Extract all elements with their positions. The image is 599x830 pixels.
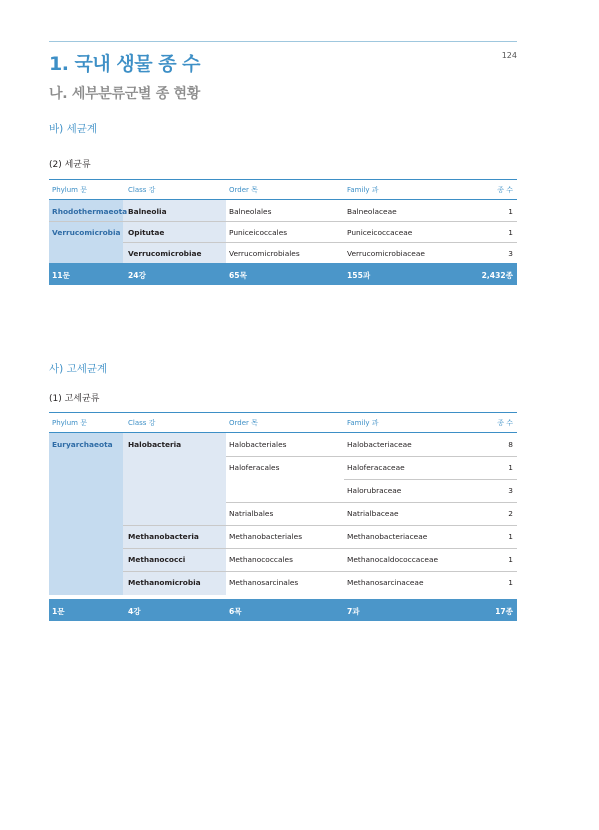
table-row bbox=[49, 571, 517, 594]
header-phylum: Phylum 문 bbox=[52, 186, 87, 194]
header-species: 종 수 bbox=[497, 186, 513, 194]
class-cell: Methanobacteria bbox=[128, 532, 199, 541]
bacteria-group-title: (2) 세균류 bbox=[49, 160, 91, 170]
table-row bbox=[49, 433, 517, 456]
total-order: 6목 bbox=[229, 607, 242, 616]
family-cell: Balneolaceae bbox=[347, 207, 397, 216]
class-cell: Verrucomicrobiae bbox=[128, 249, 202, 258]
bacteria-subtitle: 바) 세균계 bbox=[49, 123, 98, 135]
header-family: Family 과 bbox=[347, 186, 379, 194]
archaea-table bbox=[49, 412, 517, 616]
archaea-subtitle: 사) 고세균계 bbox=[49, 363, 108, 375]
page-number: 124 bbox=[501, 51, 517, 60]
archaea-group-title: (1) 고세균류 bbox=[49, 394, 100, 404]
total-row bbox=[49, 599, 517, 621]
family-cell: Verrucomicrobiaceae bbox=[347, 249, 425, 258]
total-family: 155과 bbox=[347, 271, 371, 280]
table-header bbox=[49, 179, 517, 200]
family-cell: Methanocaldococcaceae bbox=[347, 555, 439, 564]
top-rule bbox=[49, 41, 517, 42]
bacteria-table bbox=[49, 179, 517, 280]
header-phylum: Phylum 문 bbox=[52, 419, 87, 427]
table-row bbox=[49, 200, 517, 221]
class-cell: Balneolia bbox=[128, 207, 167, 216]
family-cell: Methanosarcinaceae bbox=[347, 578, 424, 587]
order-cell: Puniceicoccales bbox=[229, 228, 288, 237]
order-cell: Natrialbales bbox=[229, 509, 274, 518]
table-row bbox=[49, 548, 517, 571]
total-species: 17종 bbox=[495, 607, 513, 616]
phylum-cell: Verrucomicrobia bbox=[52, 228, 121, 237]
species-cell: 2 bbox=[508, 509, 513, 518]
species-cell: 1 bbox=[508, 532, 513, 541]
total-class: 4강 bbox=[128, 607, 141, 616]
class-cell: Methanococci bbox=[128, 555, 186, 564]
table-header bbox=[49, 412, 517, 433]
total-species: 2,432종 bbox=[481, 271, 513, 280]
order-cell: Methanobacteriales bbox=[229, 532, 303, 541]
species-cell: 1 bbox=[508, 228, 513, 237]
phylum-cell: Euryarchaeota bbox=[52, 440, 113, 449]
family-cell: Haloferacaceae bbox=[347, 463, 405, 472]
table-row bbox=[49, 502, 517, 525]
family-cell: Halobacteriaceae bbox=[347, 440, 412, 449]
chapter-title: 1. 국내 생물 종 수 bbox=[49, 53, 201, 75]
table-row bbox=[49, 242, 517, 263]
header-family: Family 과 bbox=[347, 419, 379, 427]
total-phylum: 1문 bbox=[52, 607, 65, 616]
total-class: 24강 bbox=[128, 271, 146, 280]
total-row bbox=[49, 263, 517, 285]
species-cell: 8 bbox=[508, 440, 513, 449]
species-cell: 1 bbox=[508, 463, 513, 472]
class-cell: Halobacteria bbox=[128, 440, 182, 449]
header-order: Order 목 bbox=[229, 419, 258, 427]
order-cell: Balneolales bbox=[229, 207, 272, 216]
table-row bbox=[49, 221, 517, 242]
order-cell: Haloferacales bbox=[229, 463, 280, 472]
table-row bbox=[49, 525, 517, 548]
species-cell: 3 bbox=[508, 486, 513, 495]
class-cell: Methanomicrobia bbox=[128, 578, 201, 587]
table-row bbox=[49, 479, 517, 502]
table-row bbox=[49, 456, 517, 479]
order-cell: Methanococcales bbox=[229, 555, 293, 564]
order-cell: Verrucomicrobiales bbox=[229, 249, 300, 258]
family-cell: Natrialbaceae bbox=[347, 509, 399, 518]
species-cell: 1 bbox=[508, 207, 513, 216]
header-order: Order 목 bbox=[229, 186, 258, 194]
family-cell: Halorubraceae bbox=[347, 486, 402, 495]
species-cell: 1 bbox=[508, 555, 513, 564]
total-family: 7과 bbox=[347, 607, 360, 616]
total-phylum: 11문 bbox=[52, 271, 70, 280]
header-class: Class 강 bbox=[128, 186, 156, 194]
header-species: 종 수 bbox=[497, 419, 513, 427]
class-cell: Opitutae bbox=[128, 228, 165, 237]
order-cell: Halobacteriales bbox=[229, 440, 287, 449]
section-title: 나. 세부분류군별 종 현황 bbox=[49, 86, 200, 102]
phylum-cell: Rhodothermaeota bbox=[52, 207, 128, 216]
header-class: Class 강 bbox=[128, 419, 156, 427]
total-order: 65목 bbox=[229, 271, 247, 280]
species-cell: 3 bbox=[508, 249, 513, 258]
family-cell: Puniceicoccaceae bbox=[347, 228, 413, 237]
species-cell: 1 bbox=[508, 578, 513, 587]
family-cell: Methanobacteriaceae bbox=[347, 532, 428, 541]
order-cell: Methanosarcinales bbox=[229, 578, 299, 587]
